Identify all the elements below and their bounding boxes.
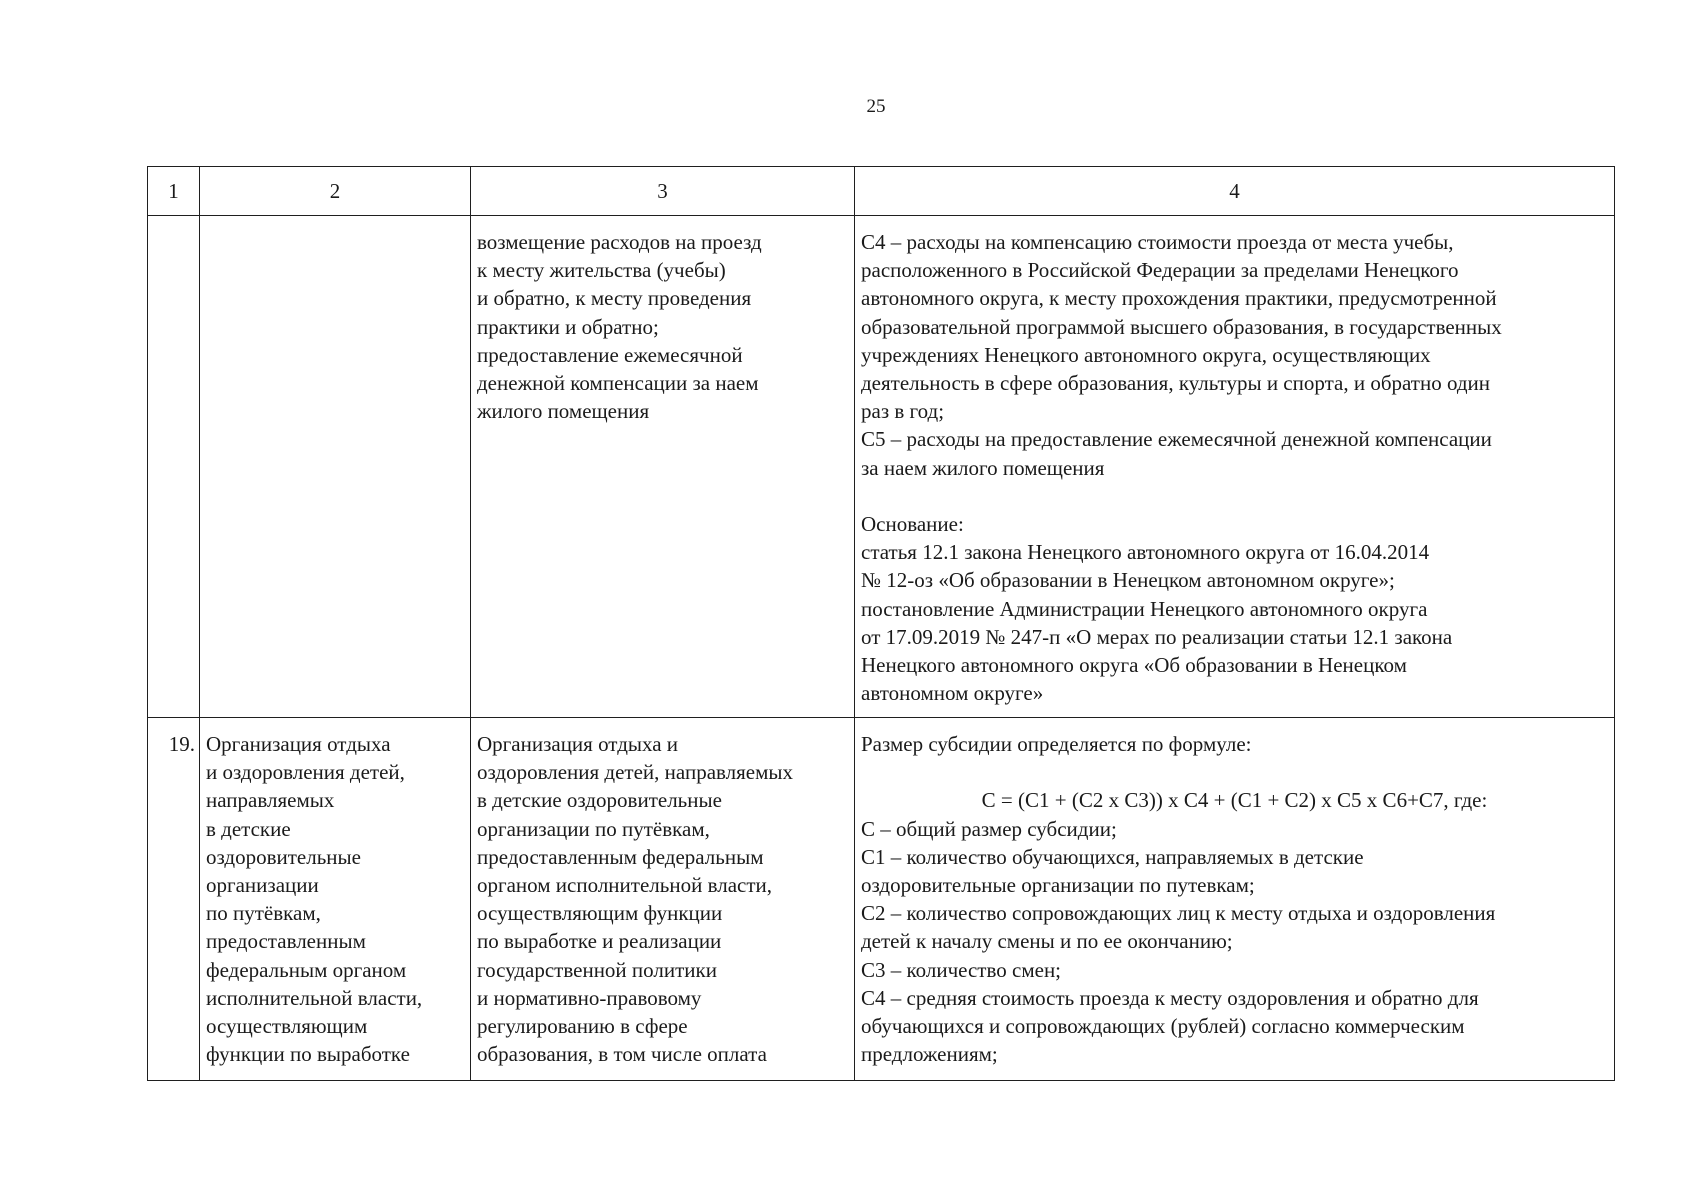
- cell-line: оздоровления детей, направляемых: [477, 760, 794, 785]
- header-col-3: 3: [471, 167, 855, 216]
- cell-line: к месту жительства (учебы): [477, 258, 726, 283]
- cell-line: регулированию в сфере: [477, 1014, 688, 1039]
- cell-line: автономного округа, к месту прохождения практики, предусмотренной: [861, 286, 1497, 311]
- cell-line: организации по путёвкам,: [477, 816, 710, 841]
- cell-line: функции по выработке: [206, 1042, 410, 1067]
- row-calculation: [855, 216, 1615, 718]
- cell-line: за наем жилого помещения: [861, 455, 1105, 480]
- cell-line: предоставленным: [206, 929, 366, 954]
- table-row: [148, 216, 1615, 718]
- cell-line: по выработке и реализации: [477, 929, 722, 954]
- cell-line: № 12-оз «Об образовании в Ненецком автономном округе»;: [861, 568, 1395, 593]
- cell-line: и нормативно-правовому: [477, 985, 702, 1010]
- cell-line: в детские оздоровительные: [477, 788, 722, 813]
- cell-line: деятельность в сфере образования, культуры и спорта, и обратно один: [861, 371, 1491, 396]
- cell-line: С4 – расходы на компенсацию стоимости проезда от места учебы,: [861, 230, 1454, 254]
- cell-line: предоставленным федеральным: [477, 844, 764, 869]
- cell-line: от 17.09.2019 № 247-п «О мерах по реализации статьи 12.1 закона: [861, 624, 1453, 649]
- cell-line: Ненецкого автономного округа «Об образовании в Ненецком: [861, 653, 1407, 678]
- cell-line: органом исполнительной власти,: [477, 873, 772, 898]
- cell-line: обучающихся и сопровождающих (рублей) согласно коммерческим: [861, 1014, 1465, 1039]
- cell-line: постановление Администрации Ненецкого автономного округа: [861, 596, 1428, 621]
- cell-line: С1 – количество обучающихся, направляемых в детские: [861, 844, 1364, 869]
- cell-line: С2 – количество сопровождающих лиц к месту отдыха и оздоровления: [861, 901, 1496, 926]
- cell-line: в детские: [206, 816, 291, 841]
- cell-blank-line: [861, 758, 1608, 786]
- formula-intro: Размер субсидии определяется по формуле:: [861, 732, 1252, 756]
- cell-line: С5 – расходы на предоставление ежемесячной денежной компенсации: [861, 427, 1492, 452]
- row-event-name: [200, 216, 471, 718]
- cell-blank-line: [861, 482, 1608, 510]
- cell-line: Организация отдыха и: [477, 732, 679, 756]
- cell-line: денежной компенсации за наем: [477, 371, 759, 396]
- cell-line: С4 – средняя стоимость проезда к месту оздоровления и обратно для: [861, 985, 1479, 1010]
- header-col-2: 2: [200, 167, 471, 216]
- cell-line: образовательной программой высшего образования, в государственных: [861, 314, 1502, 339]
- cell-line: федеральным органом: [206, 957, 407, 982]
- cell-line: оздоровительные организации по путевкам;: [861, 873, 1255, 897]
- cell-line: осуществляющим: [206, 1014, 368, 1039]
- cell-line: учреждениях Ненецкого автономного округа, осуществляющих: [861, 342, 1431, 367]
- cell-line: и оздоровления детей,: [206, 760, 405, 785]
- header-col-4: 4: [855, 167, 1615, 216]
- row-calculation: [855, 718, 1615, 1081]
- cell-line: предложениям;: [861, 1042, 998, 1067]
- cell-line: исполнительной власти,: [206, 985, 423, 1010]
- cell-line: Организация отдыха: [206, 732, 391, 756]
- cell-line: государственной политики: [477, 957, 717, 982]
- table-row: [148, 718, 1615, 1081]
- subsidy-formula: С = (С1 + (С2 х С3)) х С4 + (С1 + С2) х С5 х С6+С7, где:: [981, 788, 1488, 813]
- cell-line: жилого помещения: [477, 399, 650, 424]
- row-purpose: [471, 718, 855, 1081]
- cell-line: практики и обратно;: [477, 314, 659, 339]
- table-header-row: [148, 167, 1615, 216]
- cell-line: раз в год;: [861, 399, 945, 424]
- cell-line: и обратно, к месту проведения: [477, 286, 752, 311]
- cell-line: С3 – количество смен;: [861, 957, 1062, 982]
- page-number: 25: [866, 96, 886, 117]
- cell-line: С – общий размер субсидии;: [861, 816, 1117, 841]
- cell-line: направляемых: [206, 788, 335, 813]
- cell-line: организации: [206, 873, 319, 898]
- row-event-name: [200, 718, 471, 1081]
- row-number: [148, 216, 200, 718]
- cell-line: статья 12.1 закона Ненецкого автономного округа от 16.04.2014: [861, 540, 1430, 565]
- cell-line: оздоровительные: [206, 844, 361, 869]
- cell-line: образования, в том числе оплата: [477, 1042, 767, 1067]
- cell-line: по путёвкам,: [206, 901, 321, 926]
- basis-heading: Основание:: [861, 512, 964, 537]
- cell-line: предоставление ежемесячной: [477, 342, 743, 367]
- cell-line: осуществляющим функции: [477, 901, 723, 926]
- subsidy-table: [147, 166, 1615, 1081]
- row-number: 19.: [148, 718, 200, 1081]
- cell-line: расположенного в Российской Федерации за пределами Ненецкого: [861, 258, 1459, 283]
- cell-line: детей к началу смены и по ее окончанию;: [861, 929, 1233, 954]
- cell-line: возмещение расходов на проезд: [477, 230, 762, 254]
- row-purpose: [471, 216, 855, 718]
- header-col-1: 1: [148, 167, 200, 216]
- cell-line: автономном округе»: [861, 681, 1044, 706]
